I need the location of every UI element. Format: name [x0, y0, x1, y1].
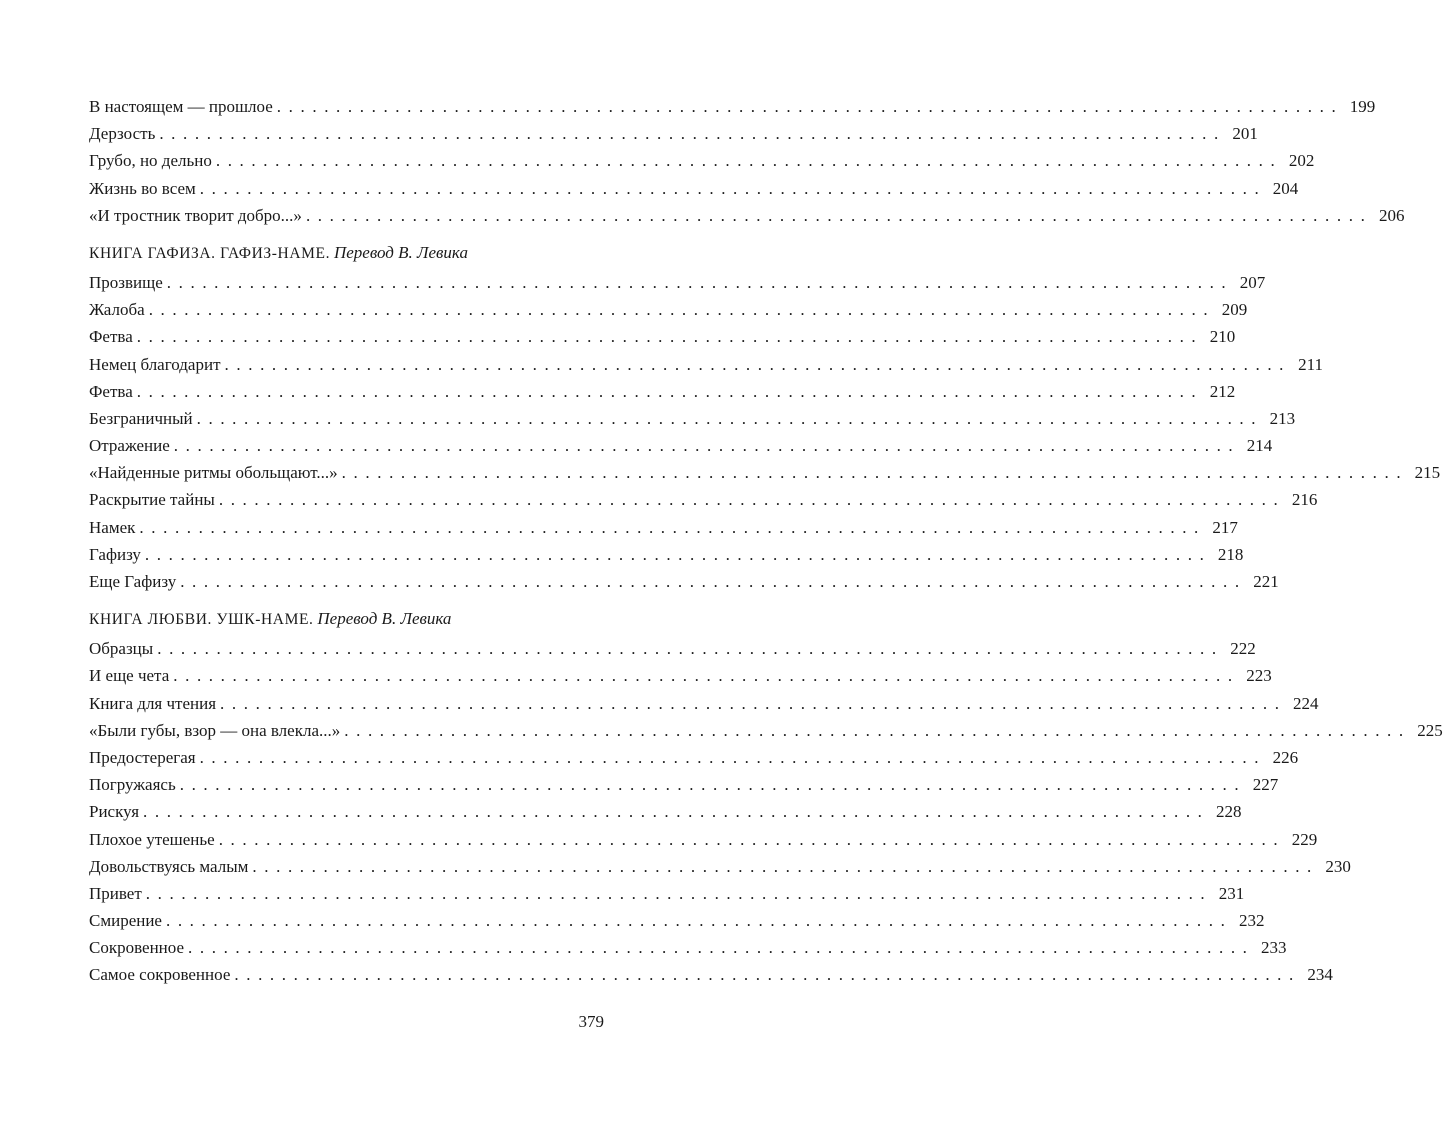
toc-entry-page: 233: [1261, 938, 1287, 958]
toc-entry-page: 229: [1291, 829, 1318, 849]
toc-entry: [89, 175, 1299, 202]
dot-leader: ..........................................................................................: [139, 517, 1206, 537]
toc-entry-title: Грубо, но дельно: [89, 151, 212, 171]
toc-entry: [89, 323, 1236, 350]
toc-entry: [89, 853, 1351, 880]
section-heading-hafiz: [89, 239, 604, 266]
toc-entry-title: «Найденные ритмы обольщают...»: [89, 463, 338, 483]
table-of-contents: [89, 93, 1443, 989]
toc-entry-title: Образцы: [89, 639, 154, 659]
dot-leader: ..........................................................................................: [179, 775, 1247, 795]
toc-entry-page: 230: [1325, 856, 1351, 876]
toc-entry: [89, 269, 1266, 296]
toc-entry-page: 217: [1212, 517, 1238, 537]
dot-leader: ..........................................................................................: [276, 97, 1344, 116]
toc-entry: [89, 351, 1324, 378]
toc-entry-page: 225: [1417, 720, 1443, 740]
toc-entry-title: Отражение: [89, 436, 170, 456]
section-translator: Перевод В. Левика: [333, 242, 468, 262]
toc-entry-title: Погружаясь: [89, 775, 176, 795]
dot-leader: ..........................................................................................: [180, 572, 1247, 591]
toc-entry: [89, 405, 1296, 432]
toc-entry-page: 226: [1272, 747, 1299, 767]
dot-leader: ..........................................................................................: [136, 327, 1204, 347]
toc-entry-page: 231: [1218, 883, 1245, 903]
toc-entry-page: 234: [1307, 965, 1333, 985]
dot-leader: ..........................................................................................: [196, 408, 1264, 428]
toc-entry-title: Книга для чтения: [89, 693, 217, 713]
dot-leader: ..........................................................................................: [148, 300, 1216, 320]
toc-entry-title: Предостерегая: [89, 747, 196, 767]
toc-entry: [89, 771, 1279, 798]
toc-group: [89, 93, 1405, 229]
toc-entry: [89, 662, 1272, 689]
toc-entry: [89, 486, 1318, 513]
toc-entry: [89, 880, 1245, 907]
toc-entry: [89, 432, 1273, 459]
toc-entry-page: 213: [1269, 408, 1296, 428]
dot-leader: ..........................................................................................: [224, 354, 1292, 374]
toc-entry: [89, 202, 1405, 229]
dot-leader: ..........................................................................................: [173, 436, 1241, 456]
section-heading-text: КНИГА ЛЮБВИ. УШК-НАМЕ.: [89, 611, 314, 629]
toc-entry: [89, 934, 1287, 961]
toc-entry-title: Прозвище: [89, 272, 163, 292]
dot-leader: ..........................................................................................: [165, 911, 1233, 931]
toc-entry: [89, 717, 1443, 744]
toc-entry-page: 204: [1272, 178, 1299, 198]
dot-leader: ..........................................................................................: [173, 666, 1240, 686]
toc-entry-page: 202: [1288, 151, 1315, 171]
toc-entry-page: 228: [1216, 802, 1242, 822]
dot-leader: ..........................................................................................: [159, 124, 1226, 144]
toc-entry-title: Фетва: [89, 381, 133, 401]
toc-entry-page: 209: [1221, 300, 1248, 320]
toc-entry-page: 218: [1217, 544, 1244, 564]
dot-leader: ..........................................................................................: [234, 965, 1301, 985]
toc-entry-page: 211: [1298, 354, 1324, 374]
toc-entry-title: Жалоба: [89, 300, 145, 320]
toc-entry-title: И еще чета: [89, 666, 170, 686]
dot-leader: ..........................................................................................: [199, 747, 1267, 767]
toc-entry-page: 227: [1252, 775, 1279, 795]
dot-leader: ..........................................................................................: [143, 802, 1210, 822]
toc-entry: [89, 635, 1256, 662]
dot-leader: ..........................................................................................: [144, 544, 1212, 564]
toc-entry: [89, 514, 1238, 541]
toc-entry-title: Довольствуясь малым: [89, 856, 249, 876]
toc-entry-page: 223: [1246, 666, 1272, 686]
dot-leader: ..........................................................................................: [136, 381, 1204, 401]
toc-entry: [89, 961, 1333, 988]
toc-entry-title: Немец благодарит: [89, 354, 221, 374]
toc-group: [89, 635, 1443, 988]
toc-entry-page: 201: [1232, 124, 1258, 144]
dot-leader: ..........................................................................................: [145, 883, 1213, 903]
toc-entry-title: Рискуя: [89, 802, 140, 822]
toc-entry-title: Смирение: [89, 911, 162, 931]
dot-leader: ..........................................................................................: [218, 490, 1286, 510]
toc-entry-title: Сокровенное: [89, 938, 185, 958]
toc-entry-title: Раскрытие тайны: [89, 490, 215, 510]
toc-entry-page: 199: [1349, 97, 1376, 116]
toc-entry-page: 210: [1209, 327, 1236, 347]
toc-entry-page: 207: [1239, 272, 1266, 292]
toc-entry-page: 224: [1293, 693, 1319, 713]
dot-leader: ..........................................................................................: [215, 151, 1283, 171]
dot-leader: ..........................................................................................: [305, 205, 1373, 225]
toc-entry-title: Самое сокровенное: [89, 965, 231, 985]
toc-entry: [89, 568, 1279, 595]
toc-entry-page: 212: [1209, 381, 1236, 401]
toc-entry-page: 232: [1238, 911, 1265, 931]
toc-entry-title: Фетва: [89, 327, 133, 347]
dot-leader: ..........................................................................................: [218, 829, 1286, 849]
toc-entry-title: Жизнь во всем: [89, 178, 196, 198]
toc-entry-page: 221: [1253, 572, 1279, 591]
toc-entry: [89, 541, 1244, 568]
dot-leader: ..........................................................................................: [220, 693, 1287, 713]
toc-entry: [89, 296, 1248, 323]
toc-entry-title: Намек: [89, 517, 136, 537]
section-heading-text: КНИГА ГАФИЗА. ГАФИЗ-НАМЕ.: [89, 244, 331, 262]
toc-entry-title: Плохое утешенье: [89, 829, 215, 849]
toc-entry-title: Безграничный: [89, 408, 193, 428]
toc-entry-title: В настоящем — прошлое: [89, 97, 273, 116]
toc-entry-title: Гафизу: [89, 544, 141, 564]
toc-entry: [89, 798, 1242, 825]
toc-entry: [89, 147, 1315, 174]
dot-leader: ..........................................................................................: [344, 720, 1411, 740]
page-number: 379: [578, 1012, 604, 1031]
toc-entry-title: Еще Гафизу: [89, 572, 177, 591]
toc-entry: [89, 826, 1318, 853]
toc-entry-title: «И тростник творит добро...»: [89, 205, 302, 225]
dot-leader: ..........................................................................................: [341, 463, 1409, 483]
toc-entry: [89, 744, 1299, 771]
toc-entry-page: 215: [1414, 463, 1441, 483]
dot-leader: ..........................................................................................: [199, 178, 1267, 198]
toc-entry: [89, 378, 1236, 405]
toc-entry-page: 216: [1291, 490, 1318, 510]
dot-leader: ..........................................................................................: [252, 856, 1319, 876]
toc-entry-page: 222: [1230, 639, 1256, 659]
toc-entry-page: 214: [1246, 436, 1273, 456]
dot-leader: ..........................................................................................: [157, 639, 1224, 659]
dot-leader: ..........................................................................................: [166, 272, 1234, 292]
dot-leader: ..........................................................................................: [188, 938, 1255, 958]
section-translator: Перевод В. Левика: [317, 609, 452, 629]
toc-entry: [89, 93, 1376, 120]
toc-group: [89, 269, 1441, 595]
toc-entry-title: Дерзость: [89, 124, 156, 144]
toc-entry: [89, 120, 1258, 147]
section-heading-love: [89, 605, 604, 632]
toc-entry-page: 206: [1378, 205, 1405, 225]
toc-entry: [89, 690, 1319, 717]
toc-entry-title: «Были губы, взор — она влекла...»: [89, 720, 341, 740]
toc-entry: [89, 907, 1265, 934]
toc-entry-title: Привет: [89, 883, 142, 903]
toc-entry: [89, 459, 1441, 486]
